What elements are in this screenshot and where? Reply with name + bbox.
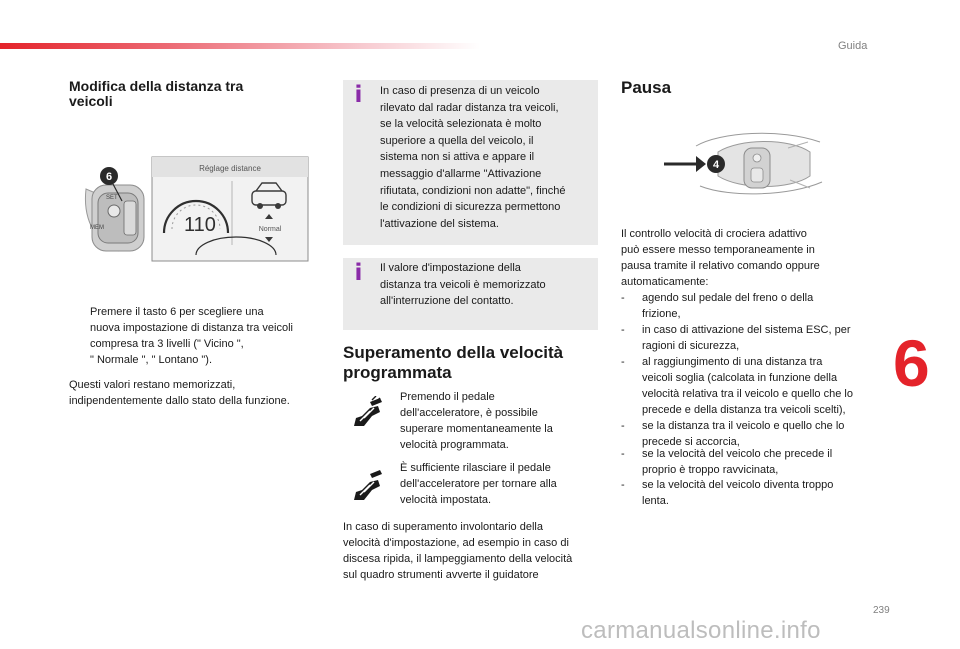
- info-box-radar: [343, 80, 598, 245]
- button-6-badge: 6: [105, 171, 113, 183]
- header-accent-bar: [0, 43, 480, 49]
- middle-section-title: [343, 343, 563, 383]
- speed-readout: 110: [184, 214, 216, 236]
- text-line: sistema non si attiva e appare il: [380, 151, 535, 164]
- text-line: sul quadro strumenti avverte il guidatore: [343, 569, 539, 581]
- page-number: 239: [873, 605, 890, 616]
- text-line: rilevato dal radar distanza tra veicoli,: [380, 101, 559, 114]
- release-pedal-text: [400, 460, 600, 508]
- middle-paragraph: [343, 519, 603, 583]
- text-line: compresa tra 3 livelli (" Vicino ",: [90, 338, 244, 350]
- text-line: può essere messo temporaneamente in: [621, 244, 815, 256]
- text-line: veicoli soglia (calcolata in funzione della: [642, 372, 838, 384]
- distance-level: Normal: [258, 226, 282, 233]
- svg-text:MEM: MEM: [90, 225, 104, 231]
- left-section-title: [69, 79, 243, 109]
- info-icon: i: [354, 82, 363, 108]
- list-dash: -: [621, 324, 625, 336]
- text-line: proprio è troppo ravvicinata,: [642, 464, 779, 476]
- text-line: ragioni di sicurezza,: [642, 340, 740, 352]
- list-dash: -: [621, 420, 625, 432]
- info-box-text: [380, 83, 595, 232]
- text-line: Il controllo velocità di crociera adattivo: [621, 228, 807, 240]
- info-box-memory: [343, 258, 598, 330]
- text-line: automaticamente:: [621, 276, 709, 288]
- list-dash: -: [621, 292, 625, 304]
- text-line: se la distanza tra il veicolo e quello che lo: [642, 420, 845, 432]
- text-line: nuova impostazione di distanza tra veicoli: [90, 322, 294, 334]
- text-line: agendo sul pedale del freno o della: [642, 292, 814, 304]
- screen-title: Réglage distance: [199, 164, 261, 173]
- pause-intro: [621, 226, 881, 290]
- text-line: In caso di superamento involontario della: [343, 521, 543, 533]
- right-section-title: Pausa: [621, 78, 672, 97]
- list-dash: -: [621, 479, 625, 491]
- text-line: precede si accorcia,: [642, 436, 740, 448]
- left-instruction: [90, 304, 330, 368]
- text-line: discesa ripida, il lampeggiamento della velocità: [343, 553, 573, 565]
- text-line: le condizioni di sicurezza permettono: [380, 201, 561, 214]
- text-line: al raggiungimento di una distanza tra: [642, 356, 823, 368]
- pause-control-figure: [660, 122, 825, 200]
- list-dash: -: [621, 448, 625, 460]
- text-line: distanza tra veicoli è memorizzato: [380, 278, 546, 291]
- distance-setting-figure: [80, 155, 310, 263]
- text-line: Premere il tasto 6 per scegliere una: [90, 306, 264, 318]
- text-line: se la velocità selezionata è molto: [380, 118, 542, 131]
- text-line: rifiutata, condizioni non adatte", finché: [380, 184, 566, 197]
- text-line: " Normale ", " Lontano ").: [90, 354, 213, 366]
- text-line: Premendo il pedale: [400, 391, 495, 403]
- text-line: l'attivazione del sistema.: [380, 217, 499, 230]
- text-line: velocità d'impostazione, ad esempio in caso di: [343, 537, 569, 549]
- info-box-text: [380, 260, 595, 310]
- text-line: In caso di presenza di un veicolo: [380, 85, 540, 97]
- foot-release-icon: [350, 470, 384, 504]
- left-title-line: Modifica della distanza tra: [69, 78, 244, 94]
- text-line: velocità impostata.: [400, 494, 492, 506]
- text-line: superare momentaneamente la: [400, 423, 553, 435]
- text-line: precede e della distanza tra veicoli scelti),: [642, 404, 846, 416]
- left-title-line: veicoli: [69, 93, 113, 109]
- info-icon: i: [354, 260, 363, 286]
- middle-title-line: Superamento della velocità: [343, 343, 564, 362]
- text-line: lenta.: [642, 495, 669, 507]
- text-line: frizione,: [642, 308, 681, 320]
- text-line: dell'acceleratore per tornare alla: [400, 478, 557, 490]
- text-line: messaggio d'allarme "Attivazione: [380, 167, 542, 180]
- foot-press-icon: [350, 396, 384, 430]
- text-line: se la velocità del veicolo diventa troppo: [642, 479, 834, 491]
- button-4-badge: 4: [712, 159, 720, 171]
- list-dash: -: [621, 356, 625, 368]
- text-line: se la velocità del veicolo che precede il: [642, 448, 833, 460]
- chapter-number: 6: [893, 326, 930, 400]
- left-paragraph: [69, 377, 329, 409]
- watermark: carmanualsonline.info: [581, 617, 821, 644]
- text-line: all'interruzione del contatto.: [380, 295, 514, 308]
- section-label: Guida: [838, 40, 868, 52]
- text-line: velocità programmata.: [400, 439, 509, 451]
- text-line: indipendentemente dallo stato della funzione.: [69, 395, 290, 407]
- svg-text:SET: SET: [106, 195, 118, 201]
- text-line: È sufficiente rilasciare il pedale: [400, 462, 551, 474]
- text-line: Il valore d'impostazione della: [380, 262, 521, 274]
- text-line: in caso di attivazione del sistema ESC, per: [642, 324, 851, 336]
- text-line: velocità relativa tra il veicolo e quello che lo: [642, 388, 853, 400]
- text-line: Questi valori restano memorizzati,: [69, 379, 236, 391]
- middle-title-line: programmata: [343, 363, 452, 382]
- text-line: pausa tramite il relativo comando oppure: [621, 260, 820, 272]
- text-line: dell'acceleratore, è possibile: [400, 407, 538, 419]
- press-pedal-text: [400, 389, 600, 453]
- text-line: superiore a quella del veicolo, il: [380, 134, 534, 147]
